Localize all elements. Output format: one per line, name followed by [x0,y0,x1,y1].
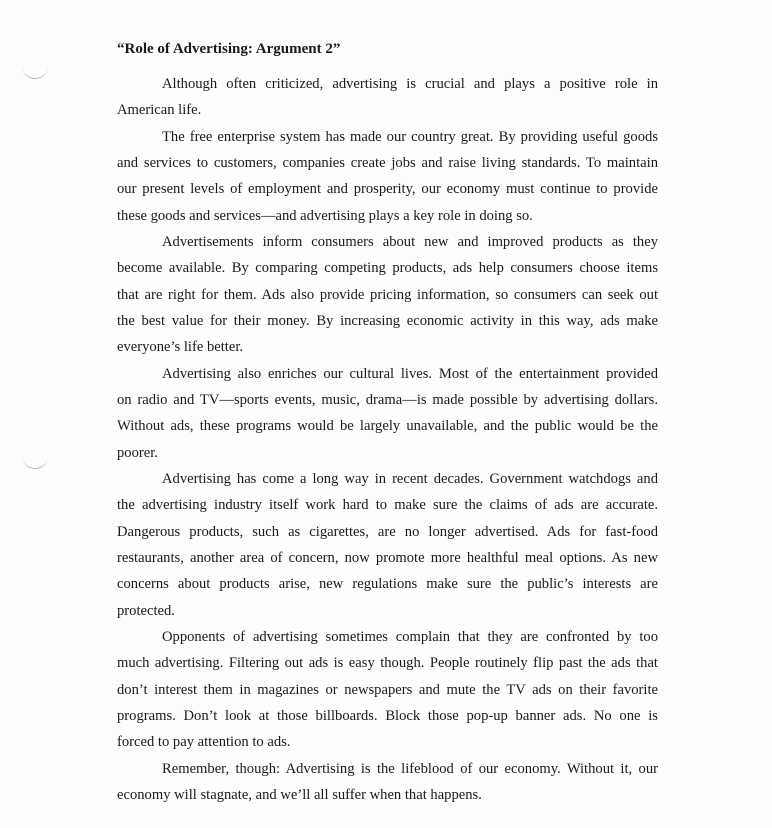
paragraph-line: American life. [117,102,202,119]
hole-punch-mark [22,454,48,469]
paragraph-line: Dangerous products, such as cigarettes, are no longer advertised. Ads for fast-food [117,523,658,540]
paragraph-line: the advertising industry itself work hard to make sure the claims of ads are accurate. [117,497,658,514]
paragraph-line: The free enterprise system has made our country great. By providing useful goods [162,128,658,145]
paragraph-line: these goods and services—and advertising plays a key role in doing so. [117,207,533,224]
paragraph-line: become available. By comparing competing products, ads help consumers choose items [117,260,658,277]
paragraph-line: the best value for their money. By increasing economic activity in this way, ads make [117,312,658,329]
paragraph-line: programs. Don’t look at those billboards. Block those pop-up banner ads. No one is [117,707,658,724]
paragraph-line: Opponents of advertising sometimes complain that they are confronted by too [162,628,658,645]
paragraph-line: concerns about products arise, new regulations make sure the public’s interests are [117,576,658,593]
paragraph-line: restaurants, another area of concern, now promote more healthful meal options. As new [117,549,658,566]
paragraph-line: Advertisements inform consumers about new and improved products as they [162,233,658,250]
paragraph-line: Without ads, these programs would be largely unavailable, and the public would be the [117,418,658,435]
paragraph-line: that are right for them. Ads also provide pricing information, so consumers can seek out [117,286,658,303]
paragraph-line: on radio and TV—sports events, music, drama—is made possible by advertising dollars. [117,391,658,408]
paragraph-line: and services to customers, companies create jobs and raise living standards. To maintain [117,154,658,171]
paragraph-line: poorer. [117,444,158,461]
paragraph-line: don’t interest them in magazines or newspapers and mute the TV ads on their favorite [117,681,658,698]
paragraph-line: Advertising has come a long way in recent decades. Government watchdogs and [162,470,658,487]
paragraph-line: our present levels of employment and prosperity, our economy must continue to provide [117,181,658,198]
paragraph-line: everyone’s life better. [117,339,244,356]
paragraph-line: economy will stagnate, and we’ll all suffer when that happens. [117,786,482,803]
paragraph-line: much advertising. Filtering out ads is easy though. People routinely flip past the ads that [117,655,658,672]
paragraph-line: forced to pay attention to ads. [117,734,291,751]
paragraph-line: Remember, though: Advertising is the lifeblood of our economy. Without it, our [162,760,658,777]
paragraph-line: Although often criticized, advertising is crucial and plays a positive role in [162,76,658,92]
paragraph-line: Advertising also enriches our cultural lives. Most of the entertainment provided [162,365,658,382]
hole-punch-mark [22,64,48,79]
document-title: “Role of Advertising: Argument 2” [117,41,341,57]
paragraph-line: protected. [117,602,175,619]
